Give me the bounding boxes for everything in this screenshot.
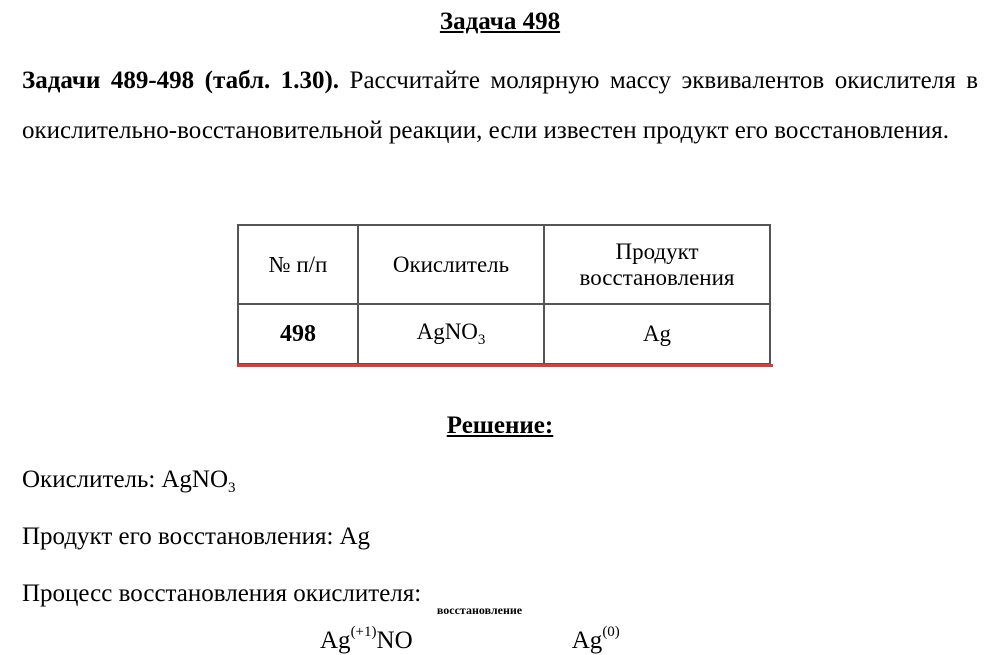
oxidant-label: Окислитель: — [22, 466, 156, 493]
table-header-row — [238, 225, 770, 304]
cell-product: Ag — [544, 304, 770, 364]
oxidant-formula — [161, 466, 236, 496]
oxidant-formula-base: AgNO — [161, 466, 229, 493]
reaction-right-charge: (0) — [602, 624, 620, 640]
cell-oxidant-sub: 3 — [477, 332, 486, 348]
header-product: Продукт восстановления — [544, 225, 770, 304]
cell-oxidant — [358, 304, 544, 364]
reaction-right-ag: Ag — [571, 627, 603, 654]
table-underline — [237, 364, 773, 367]
table-row — [238, 304, 770, 364]
reaction-left-ag: Ag — [320, 627, 351, 654]
process-line: Процесс восстановления окислителя: — [22, 580, 422, 607]
task-lead: Задачи 489-498 (табл. 1.30). — [22, 67, 340, 94]
header-number: № п/п — [238, 225, 358, 304]
reaction-arrow — [433, 603, 553, 655]
task-text: Рассчитайте молярную массу эквивалентов окислителя в окислительно-восстановительной реакции, если известен продукт его восстановления. — [22, 67, 978, 144]
product-line — [22, 523, 370, 551]
solution-heading: Решение: — [446, 412, 554, 439]
oxidant-formula-sub: 3 — [228, 480, 236, 496]
header-oxidant: Окислитель — [358, 225, 544, 304]
cell-number: 498 — [238, 304, 358, 364]
oxidant-line — [22, 466, 236, 497]
cell-oxidant-base: AgNO — [416, 319, 478, 344]
task-paragraph — [22, 56, 978, 156]
reaction-left-charge: (+1) — [350, 624, 377, 640]
product-label: Продукт его восстановления: — [22, 523, 334, 550]
data-table — [237, 224, 771, 365]
reaction-left-no: NO — [376, 627, 413, 654]
reaction-equation — [320, 603, 620, 655]
product-formula: Ag — [339, 523, 370, 550]
arrow-label: восстановление — [436, 603, 523, 617]
page-title: Задача 498 — [439, 8, 561, 35]
